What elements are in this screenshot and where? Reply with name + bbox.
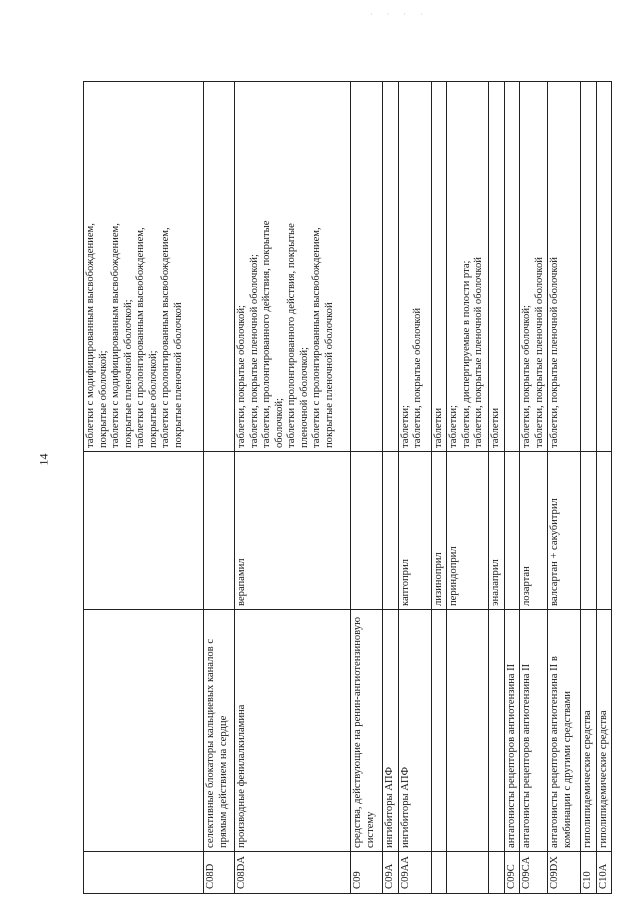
- dosage-form-line: таблетки, покрытые оболочкой;: [521, 305, 532, 448]
- group-cell: антагонисты рецепторов ангиотензина II: [520, 610, 548, 852]
- group-cell: средства, действующие на ренин-ангиотензиновую систему: [351, 610, 383, 852]
- drug-table-body: [84, 82, 612, 894]
- dosage-form-cell: [235, 82, 351, 452]
- atc-code-cell: C09AA: [398, 852, 431, 894]
- drug-name-cell: [596, 452, 612, 610]
- group-cell: гиполипидемические средства: [581, 610, 597, 852]
- table-row: [581, 82, 597, 894]
- dosage-form-line: таблетки, покрытые пленочной оболочкой: [473, 257, 484, 448]
- table-row: [235, 82, 351, 894]
- dosage-form-line: таблетки;: [448, 405, 459, 448]
- atc-code-cell: C09C: [504, 852, 520, 894]
- dosage-form-cell: [351, 82, 383, 452]
- dosage-form-line: таблетки, диспергируемые в полости рта;: [460, 260, 472, 448]
- drug-name-cell: [84, 452, 204, 610]
- dosage-form-line: таблетки пролонгированного действия, покрытые: [286, 223, 297, 448]
- drug-name-cell: эналаприл: [489, 452, 505, 610]
- table-row: [504, 82, 520, 894]
- group-cell: [489, 610, 505, 852]
- dosage-form-line: таблетки с модифицированным высвобождением,: [110, 223, 121, 448]
- group-cell: [431, 610, 447, 852]
- group-cell: ингибиторы АПФ: [383, 610, 399, 852]
- drug-name-cell: валсартан + сакубитрил: [548, 452, 581, 610]
- drug-name-cell: лозартан: [520, 452, 548, 610]
- table-row: [351, 82, 383, 894]
- dosage-form-cell: [204, 82, 235, 452]
- atc-code-cell: [447, 852, 489, 894]
- dosage-form-line: покрытые пленочной оболочкой: [172, 302, 184, 448]
- dosage-form-line: таблетки, покрытые пленочной оболочкой: [549, 257, 560, 448]
- dosage-form-line: покрытые пленочной оболочкой: [323, 302, 335, 448]
- table-row: [548, 82, 581, 894]
- drug-table: [83, 81, 612, 894]
- dosage-form-line: таблетки, пролонгированного действия, покрытые: [261, 220, 272, 448]
- dosage-form-line: таблетки с пролонгированным высвобождением,: [160, 227, 171, 448]
- dosage-form-cell: [504, 82, 520, 452]
- dosage-form-line: покрытые оболочкой;: [147, 350, 159, 448]
- atc-code-cell: [489, 852, 505, 894]
- dosage-form-cell: [548, 82, 581, 452]
- atc-code-cell: C08DA: [235, 852, 351, 894]
- dosage-form-cell: [520, 82, 548, 452]
- dosage-form-line: оболочкой;: [273, 398, 285, 448]
- scan-artifact: · · · ·: [370, 10, 429, 19]
- atc-code-cell: C09CA: [520, 852, 548, 894]
- dosage-form-cell: [431, 82, 447, 452]
- dosage-form-line: таблетки;: [399, 405, 411, 448]
- dosage-form-line: таблетки с пролонгированным высвобождением,: [135, 227, 146, 448]
- group-cell: антагонисты рецепторов ангиотензина II в комбинации с другими средствами: [548, 610, 581, 852]
- dosage-form-line: таблетки с модифицированным высвобождением,: [85, 223, 96, 448]
- dosage-form-line: таблетки с пролонгированным высвобождением,: [311, 227, 322, 448]
- drug-name-cell: [504, 452, 520, 610]
- dosage-form-line: пленочной оболочкой;: [298, 347, 310, 448]
- drug-name-cell: [204, 452, 235, 610]
- atc-code-cell: [84, 852, 204, 894]
- atc-code-cell: C08D: [204, 852, 235, 894]
- drug-name-cell: периндоприл: [447, 452, 489, 610]
- dosage-form-line: таблетки, покрытые пленочной оболочкой;: [248, 254, 260, 448]
- table-row: [489, 82, 505, 894]
- dosage-form-cell: [383, 82, 399, 452]
- group-cell: гиполипидемические средства: [596, 610, 612, 852]
- atc-code-cell: C09DX: [548, 852, 581, 894]
- group-cell: [447, 610, 489, 852]
- atc-code-cell: C09A: [383, 852, 399, 894]
- dosage-form-cell: [398, 82, 431, 452]
- dosage-form-cell: [581, 82, 597, 452]
- dosage-form-line: таблетки, покрытые оболочкой: [412, 308, 423, 448]
- table-row: [520, 82, 548, 894]
- drug-name-cell: [581, 452, 597, 610]
- drug-name-cell: каптоприл: [398, 452, 431, 610]
- dosage-form-line: таблетки, покрытые пленочной оболочкой: [533, 257, 545, 448]
- table-row: [596, 82, 612, 894]
- atc-code-cell: C09: [351, 852, 383, 894]
- dosage-form-line: таблетки, покрытые оболочкой;: [236, 305, 247, 448]
- group-cell: антагонисты рецепторов ангиотензина II: [504, 610, 520, 852]
- group-cell: ингибиторы АПФ: [398, 610, 431, 852]
- drug-name-cell: [351, 452, 383, 610]
- page-number: 14: [36, 453, 51, 466]
- drug-name-cell: лизиноприл: [431, 452, 447, 610]
- group-cell: селективные блокаторы кальциевых каналов с прямым действием на сердце: [204, 610, 235, 852]
- table-row: [398, 82, 431, 894]
- dosage-form-cell: [447, 82, 489, 452]
- table-row: [431, 82, 447, 894]
- drug-name-cell: [383, 452, 399, 610]
- rotated-table-wrapper: [83, 82, 611, 894]
- group-cell: производные фенилалкиламина: [235, 610, 351, 852]
- drug-name-cell: верапамил: [235, 452, 351, 610]
- dosage-form-cell: [84, 82, 204, 452]
- dosage-form-line: таблетки: [432, 407, 444, 448]
- atc-code-cell: C10: [581, 852, 597, 894]
- table-row: [383, 82, 399, 894]
- dosage-form-line: таблетки: [490, 407, 501, 448]
- table-row: [84, 82, 204, 894]
- group-cell: [84, 610, 204, 852]
- table-row: [447, 82, 489, 894]
- dosage-form-line: покрытые оболочкой;: [97, 350, 109, 448]
- dosage-form-cell: [489, 82, 505, 452]
- atc-code-cell: C10A: [596, 852, 612, 894]
- table-row: [204, 82, 235, 894]
- dosage-form-cell: [596, 82, 612, 452]
- dosage-form-line: покрытые пленочной оболочкой;: [122, 299, 134, 448]
- atc-code-cell: [431, 852, 447, 894]
